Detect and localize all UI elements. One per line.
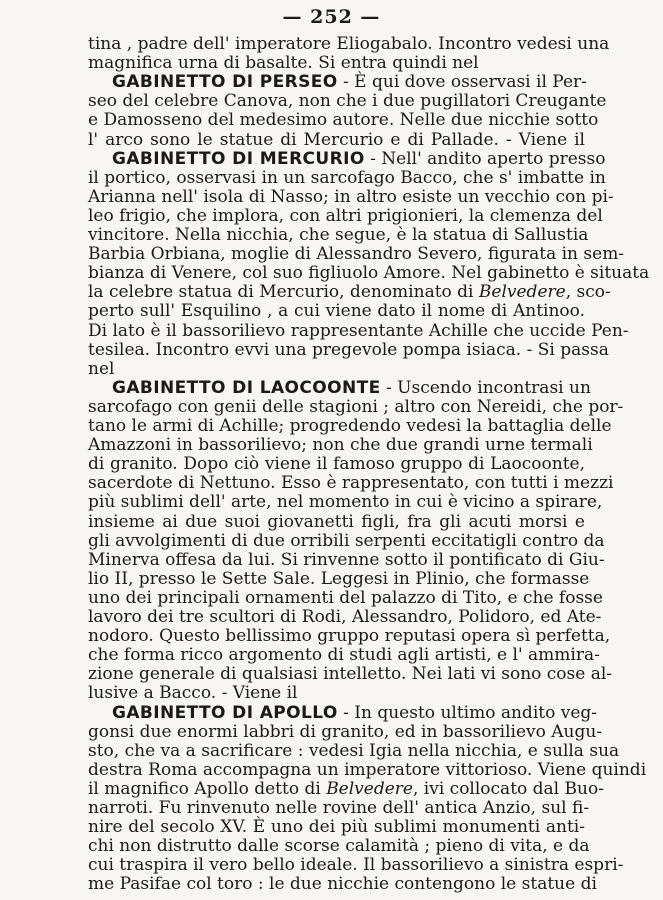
text-line (88, 492, 603, 513)
section-heading: GABINETTO DI APOLLO (112, 702, 338, 723)
line-text: Amazzoni in bassorilievo; non che due grandi urne termali (88, 435, 593, 456)
text-line (88, 607, 602, 627)
line-text: gli avvolgimenti di due orribili serpenti eccitatigli contro da (88, 530, 605, 551)
line-text: uno dei principali ornamenti del palazzo di Tito, e che fosse (88, 587, 603, 608)
line-text: zione generale di qualsiasi intelletto. Nei lati vi sono cose al- (88, 664, 613, 685)
text-line (88, 549, 605, 570)
text-line (88, 205, 603, 226)
line-text: Di lato è il bassorilievo rappresentante Achille che uccide Pen- (88, 320, 629, 341)
text-line (88, 416, 612, 436)
text-line (88, 664, 613, 685)
line-text: bianza di Venere, col suo figliuolo Amore. Nel gabinetto è situata (88, 263, 650, 284)
page-number: — 252 — (282, 6, 381, 28)
section-heading: GABINETTO DI MERCURIO (112, 148, 365, 169)
line-text: sto, che va a sacrificare : vedesi Igia nella nicchia, e sulla sua (88, 740, 620, 761)
text-line (88, 263, 650, 284)
line-text: gonsi due enormi labbri di granito, ed in bassorilievo Augu- (88, 721, 603, 742)
line-text: seo del celebre Canova, non che i due pugillatori Creugante (88, 91, 607, 112)
line-text: - In questo ultimo andito veg- (337, 702, 598, 723)
text-line (88, 244, 625, 265)
italic-text: Belvedere (478, 282, 566, 303)
line-text: magnifica urna di basalte. Si entra quindi nel (88, 53, 479, 74)
text-line (88, 110, 599, 131)
line-text: destra Roma accompagna un imperatore vittorioso. Viene quindi (88, 759, 647, 780)
line-text: che forma ricco argomento di studi agli artisti, e l' ammira- (88, 645, 600, 666)
line-text: tina , padre dell' imperatore Eliogabalo. Incontro vedesi una (88, 34, 610, 54)
line-text: di granito. Dopo ciò viene il famoso gruppo di Laocoonte, (88, 454, 585, 475)
line-text: perto sull' Esquilino , a cui viene dato il nome di Antinoo. (88, 301, 585, 322)
line-text: l' arco sono le statue di Mercurio e di Pallade. - Viene il (88, 129, 585, 150)
text-line (88, 320, 629, 341)
line-text: sacerdote di Nettuno. Esso è rappresentato, con tutti i mezzi (88, 473, 614, 494)
text-line (88, 855, 624, 876)
section-heading-line (88, 148, 606, 169)
line-text: sarcofago con genii delle stagioni ; altro con Nereidi, che por- (88, 396, 624, 417)
text-line (88, 225, 589, 245)
section-heading-line (88, 377, 591, 398)
line-text: Arianna nell' isola di Nasso; in altro esiste un vecchio con pi- (88, 186, 614, 207)
line-text: insieme ai due suoi giovanetti figli, fra gli acuti morsi e (88, 511, 585, 532)
line-text-continued: , ivi collocato dal Buo- (412, 778, 604, 799)
text-line (88, 282, 611, 303)
line-text: nel (88, 358, 115, 379)
line-text: narroti. Fu rinvenuto nelle rovine dell' antica Anzio, sul fi- (88, 798, 590, 818)
text-line (88, 530, 605, 551)
text-line (88, 167, 606, 188)
text-line (88, 512, 585, 532)
line-text: Barbia Orbiana, moglie di Alessandro Severo, figurata in sem- (88, 244, 625, 265)
line-text: chi non distrutto dalle scorse calamità ; pieno di vita, e da (88, 836, 590, 857)
line-text: leo frigio, che implora, con altri prigionieri, la clemenza del (88, 205, 603, 226)
text-line (88, 568, 590, 589)
line-text: il magnifico Apollo detto di (88, 778, 327, 799)
text-line (88, 34, 610, 54)
section-heading-line (88, 72, 585, 92)
line-text: lio II, presso le Sette Sale. Leggesi in Plinio, che formasse (88, 568, 590, 589)
text-line (88, 435, 593, 456)
text-line (88, 130, 585, 150)
line-text: - Uscendo incontrasi un (380, 377, 591, 398)
section-heading: GABINETTO DI LAOCOONTE (112, 377, 381, 398)
line-text: nodoro. Questo bellissimo gruppo reputasi opera sì perfetta, (88, 626, 611, 647)
line-text: lavoro dei tre scultori di Rodi, Alessandro, Polidoro, ed Ate- (88, 607, 602, 627)
text-line (88, 645, 600, 666)
text-line (88, 359, 585, 379)
text-line (88, 740, 620, 761)
line-text: tesilea. Incontro evvi una pregevole pompa isiaca. - Si passa (88, 339, 609, 360)
text-line (88, 798, 590, 818)
text-line (88, 53, 585, 73)
line-text: il portico, osservasi in un sarcofago Bacco, che s' imbatte in (88, 167, 606, 188)
text-line (88, 626, 611, 647)
line-text: più sublimi dell' arte, nel momento in cui è vicino a spirare, (88, 492, 603, 513)
text-line (88, 473, 614, 494)
italic-text: Belvedere (326, 778, 413, 799)
line-text: tano le armi di Achille; progredendo vedesi la battaglia delle (88, 416, 612, 436)
line-text: lusive a Bacco. - Viene il (88, 683, 298, 704)
text-line (88, 186, 614, 207)
line-text: vincitore. Nella nicchia, che segue, è la statua di Sallustia (88, 225, 589, 245)
line-text: - Nell' andito aperto presso (364, 148, 606, 169)
text-line (88, 721, 603, 742)
text-line (88, 396, 624, 417)
text-line (88, 874, 597, 895)
line-text: Minerva offesa da lui. Si rinvenne sotto il pontificato di Giu- (88, 549, 605, 570)
text-line (88, 454, 585, 474)
line-text: - È qui dove osservasi il Per- (337, 72, 587, 93)
text-line (88, 301, 585, 321)
text-line (88, 759, 647, 780)
text-line (88, 339, 609, 360)
text-line (88, 587, 603, 608)
section-heading-line (88, 702, 598, 723)
line-text: e Damosseno del medesimo autore. Nelle due nicchie sotto (88, 110, 599, 131)
text-line (88, 91, 607, 112)
section-heading: GABINETTO DI PERSEO (112, 72, 338, 93)
line-text: la celebre statua di Mercurio, denominato di (88, 282, 479, 303)
text-line (88, 817, 585, 837)
line-text-continued: , sco- (565, 282, 611, 303)
line-text: cui traspira il vero bello ideale. Il bassorilievo a sinistra espri- (88, 855, 624, 876)
line-text: me Pasifae col toro : le due nicchie contengono le statue di (88, 874, 597, 895)
text-line (88, 836, 590, 857)
line-text: nire del secolo XV. È uno dei più sublimi monumenti anti- (88, 817, 585, 838)
text-line (88, 683, 585, 703)
text-line (88, 778, 604, 799)
